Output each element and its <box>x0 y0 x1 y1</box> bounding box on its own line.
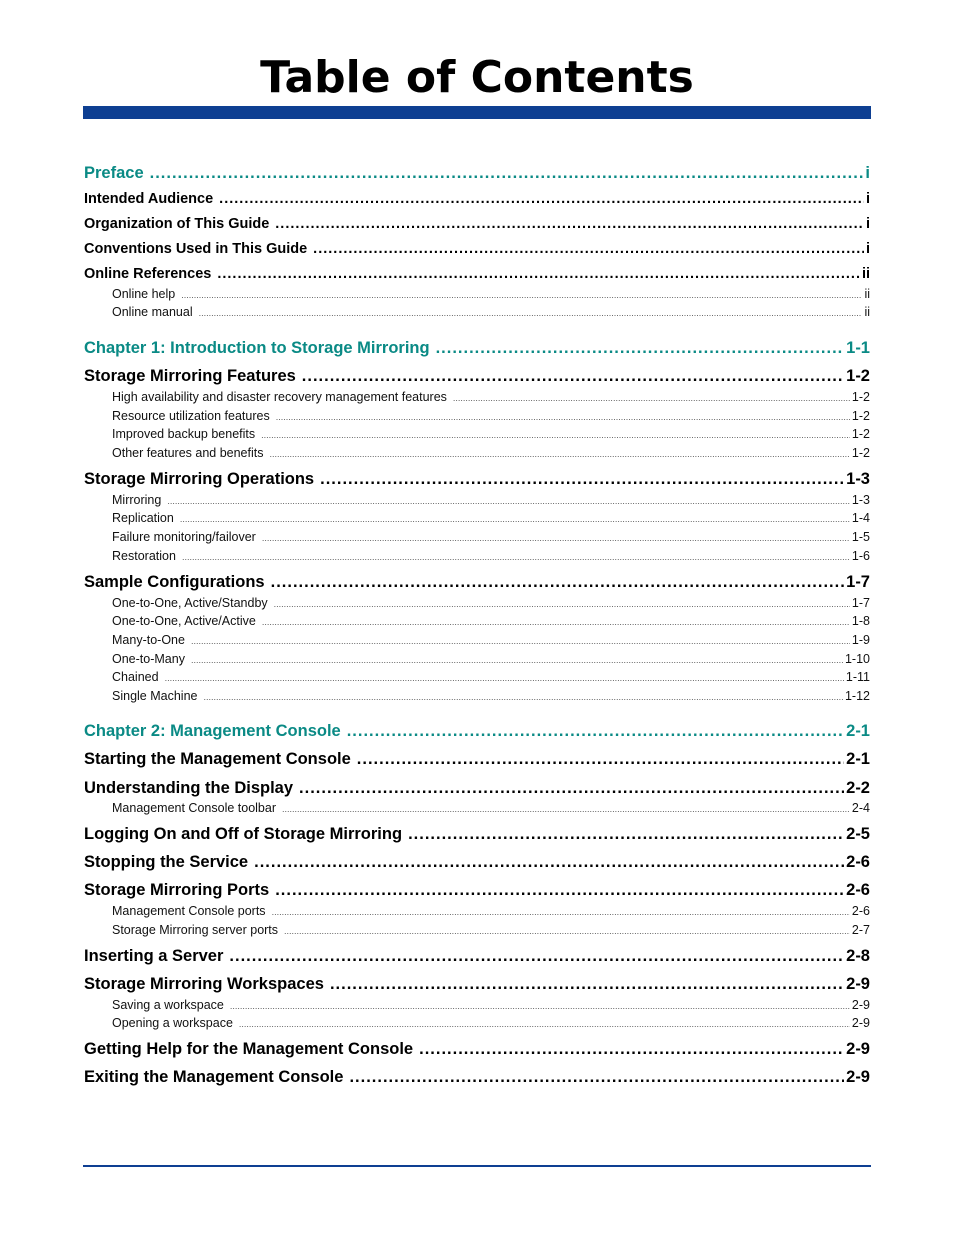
toc-entry-label: Storage Mirroring Ports <box>84 881 270 899</box>
toc-entry-page-number: 2-1 <box>846 750 870 768</box>
toc-entry-page-number: 1-4 <box>851 511 870 525</box>
dot-leader <box>219 191 864 207</box>
toc-entry[interactable] <box>84 779 870 798</box>
toc-entry-page-number: 2-5 <box>846 825 870 843</box>
toc-entry[interactable] <box>112 530 870 544</box>
toc-entry-page-number: 1-6 <box>851 549 870 563</box>
toc-entry-label: Organization of This Guide <box>84 216 270 232</box>
dot-leader <box>436 339 845 358</box>
toc-entry[interactable] <box>84 1068 870 1087</box>
dot-leader <box>408 825 844 844</box>
toc-entry-page-number: 2-9 <box>846 1040 870 1058</box>
toc-entry[interactable] <box>112 409 870 423</box>
dot-leader <box>239 1016 850 1030</box>
toc-entry[interactable] <box>84 750 870 769</box>
toc-entry-label: Many-to-One <box>112 633 185 647</box>
dot-leader <box>262 530 850 544</box>
toc-entry[interactable] <box>112 427 870 441</box>
toc-chapter-entry[interactable] <box>84 164 870 183</box>
toc-entry-page-number: 1-8 <box>851 614 870 628</box>
toc-entry[interactable] <box>112 689 870 703</box>
toc-entry-page-number: i <box>865 164 870 182</box>
toc-entry-page-number: 1-7 <box>846 573 870 591</box>
page-title: Table of Contents <box>260 52 694 103</box>
dot-leader <box>199 305 863 319</box>
toc-entry-label: Understanding the Display <box>84 779 294 797</box>
toc-entry-page-number: 2-1 <box>846 722 870 740</box>
toc-entry-label: Conventions Used in This Guide <box>84 241 308 257</box>
toc-entry-page-number: 2-6 <box>851 904 870 918</box>
toc-entry-label: Chapter 2: Management Console <box>84 722 341 740</box>
toc-entry-label: Online help <box>112 287 176 301</box>
toc-entry[interactable] <box>112 493 870 507</box>
dot-leader <box>217 266 860 282</box>
toc-entry-page-number: 2-2 <box>846 779 870 797</box>
toc-entry[interactable] <box>84 1040 870 1059</box>
toc-entry-page-number: i <box>865 191 870 207</box>
toc-entry-page-number: i <box>865 216 870 232</box>
toc-entry-page-number: 2-7 <box>851 923 870 937</box>
toc-entry-label: Chained <box>112 670 159 684</box>
dot-leader <box>274 596 850 610</box>
toc-entry[interactable] <box>84 975 870 994</box>
toc-entry[interactable] <box>112 904 870 918</box>
toc-entry-label: Other features and benefits <box>112 446 264 460</box>
toc-entry-page-number: 2-4 <box>851 801 870 815</box>
toc-entry-label: Getting Help for the Management Console <box>84 1040 414 1058</box>
toc-entry[interactable] <box>84 241 870 257</box>
toc-entry[interactable] <box>112 652 870 666</box>
toc-entry-label: Restoration <box>112 549 176 563</box>
toc-entry-label: Intended Audience <box>84 191 214 207</box>
toc-chapter-entry[interactable] <box>84 339 870 358</box>
dot-leader <box>230 998 850 1012</box>
dot-leader <box>347 722 844 741</box>
toc-entry-page-number: 1-2 <box>846 367 870 385</box>
footer-rule <box>83 1165 871 1167</box>
toc-entry-label: Replication <box>112 511 174 525</box>
toc-entry[interactable] <box>112 511 870 525</box>
dot-leader <box>349 1068 844 1087</box>
toc-entry-page-number: 1-9 <box>851 633 870 647</box>
dot-leader <box>167 493 850 507</box>
dot-leader <box>254 853 844 872</box>
dot-leader <box>320 470 844 489</box>
toc-entry[interactable] <box>112 923 870 937</box>
toc-entry-label: Stopping the Service <box>84 853 249 871</box>
toc-entry-page-number: 1-2 <box>851 427 870 441</box>
toc-entry[interactable] <box>112 305 870 319</box>
dot-leader <box>419 1040 844 1059</box>
toc-entry[interactable] <box>112 614 870 628</box>
dot-leader <box>180 511 850 525</box>
dot-leader <box>181 287 862 301</box>
toc-entry-page-number: 1-3 <box>846 470 870 488</box>
toc-entry[interactable] <box>84 825 870 844</box>
dot-leader <box>261 427 850 441</box>
toc-entry-page-number: 1-10 <box>844 652 870 666</box>
toc-entry[interactable] <box>112 998 870 1012</box>
toc-entry[interactable] <box>112 801 870 815</box>
dot-leader <box>191 652 843 666</box>
toc-entry-label: Mirroring <box>112 493 162 507</box>
dot-leader <box>150 164 864 183</box>
dot-leader <box>302 367 844 386</box>
toc-entry[interactable] <box>112 1016 870 1030</box>
dot-leader <box>282 801 850 815</box>
toc-entry-page-number: 1-5 <box>851 530 870 544</box>
toc-entry[interactable] <box>112 549 870 563</box>
dot-leader <box>313 241 864 257</box>
toc-entry[interactable] <box>112 287 870 301</box>
toc-entry-label: Sample Configurations <box>84 573 265 591</box>
dot-leader <box>357 750 844 769</box>
toc-chapter-entry[interactable] <box>84 722 870 741</box>
dot-leader <box>229 947 844 966</box>
toc-entry[interactable] <box>112 633 870 647</box>
toc-entry-page-number: 1-3 <box>851 493 870 507</box>
dot-leader <box>191 633 850 647</box>
dot-leader <box>453 390 850 404</box>
toc-entry[interactable] <box>112 390 870 404</box>
dot-leader <box>284 923 850 937</box>
toc-entry-label: Storage Mirroring server ports <box>112 923 279 937</box>
toc-entry-label: Storage Mirroring Operations <box>84 470 315 488</box>
toc-entry-page-number: 2-6 <box>846 853 870 871</box>
dot-leader <box>299 779 844 798</box>
toc-entry-page-number: 2-9 <box>851 1016 870 1030</box>
toc-entry-page-number: 1-2 <box>851 409 870 423</box>
toc-entry-page-number: 1-1 <box>846 339 870 357</box>
toc-entry-label: Exiting the Management Console <box>84 1068 344 1086</box>
toc-entry-page-number: 2-6 <box>846 881 870 899</box>
toc-entry-label: Online manual <box>112 305 193 319</box>
toc-entry-label: Starting the Management Console <box>84 750 351 768</box>
toc-entry-page-number: 1-7 <box>851 596 870 610</box>
toc-entry[interactable] <box>84 191 870 207</box>
toc-entry-page-number: ii <box>861 266 870 282</box>
toc-entry[interactable] <box>112 446 870 460</box>
dot-leader <box>272 904 850 918</box>
dot-leader <box>275 216 864 232</box>
toc-entry[interactable] <box>84 881 870 900</box>
toc-entry-label: Single Machine <box>112 689 198 703</box>
toc-entry[interactable] <box>112 670 870 684</box>
toc-entry[interactable] <box>84 573 870 592</box>
dot-leader <box>165 670 844 684</box>
toc-entry-page-number: 1-2 <box>851 446 870 460</box>
dot-leader <box>262 614 850 628</box>
toc-entry[interactable] <box>84 367 870 386</box>
toc-entry-label: Inserting a Server <box>84 947 224 965</box>
toc-entry-label: Online References <box>84 266 212 282</box>
toc-entry-label: Resource utilization features <box>112 409 270 423</box>
toc-entry-page-number: 2-8 <box>846 947 870 965</box>
toc-entry-label: Opening a workspace <box>112 1016 233 1030</box>
toc-entry-label: Storage Mirroring Features <box>84 367 296 385</box>
toc-entry[interactable] <box>112 596 870 610</box>
toc-entry-page-number: 1-11 <box>845 670 870 684</box>
toc-entry-label: One-to-One, Active/Active <box>112 614 256 628</box>
toc-entry[interactable] <box>84 853 870 872</box>
toc-entry-label: Saving a workspace <box>112 998 224 1012</box>
toc-entry-page-number: 2-9 <box>846 975 870 993</box>
toc-entry-label: Improved backup benefits <box>112 427 256 441</box>
dot-leader <box>275 881 844 900</box>
toc-entry-label: Chapter 1: Introduction to Storage Mirroring <box>84 339 430 357</box>
toc-entry-page-number: ii <box>864 305 870 319</box>
dot-leader <box>271 573 845 592</box>
toc-entry-page-number: 2-9 <box>846 1068 870 1086</box>
toc-entry-label: Management Console ports <box>112 904 266 918</box>
toc-entry-page-number: 1-2 <box>851 390 870 404</box>
toc-entry-label: Storage Mirroring Workspaces <box>84 975 324 993</box>
dot-leader <box>330 975 844 994</box>
dot-leader <box>203 689 843 703</box>
toc-entry-label: One-to-One, Active/Standby <box>112 596 268 610</box>
toc-entry-label: Failure monitoring/failover <box>112 530 256 544</box>
dot-leader <box>269 446 849 460</box>
toc-entry-page-number: i <box>865 241 870 257</box>
toc-entry[interactable] <box>84 947 870 966</box>
toc-entry-page-number: ii <box>864 287 870 301</box>
dot-leader <box>182 549 850 563</box>
toc-entry-page-number: 2-9 <box>851 998 870 1012</box>
toc-entry-page-number: 1-12 <box>844 689 870 703</box>
toc-entry[interactable] <box>84 470 870 489</box>
toc-entry[interactable] <box>84 216 870 232</box>
toc-entry-label: One-to-Many <box>112 652 185 666</box>
toc-entry-label: High availability and disaster recovery management features <box>112 390 447 404</box>
toc-entry-label: Logging On and Off of Storage Mirroring <box>84 825 403 843</box>
toc-entry-label: Management Console toolbar <box>112 801 276 815</box>
toc-entry-label: Preface <box>84 164 144 182</box>
toc-entry[interactable] <box>84 266 870 282</box>
dot-leader <box>276 409 850 423</box>
